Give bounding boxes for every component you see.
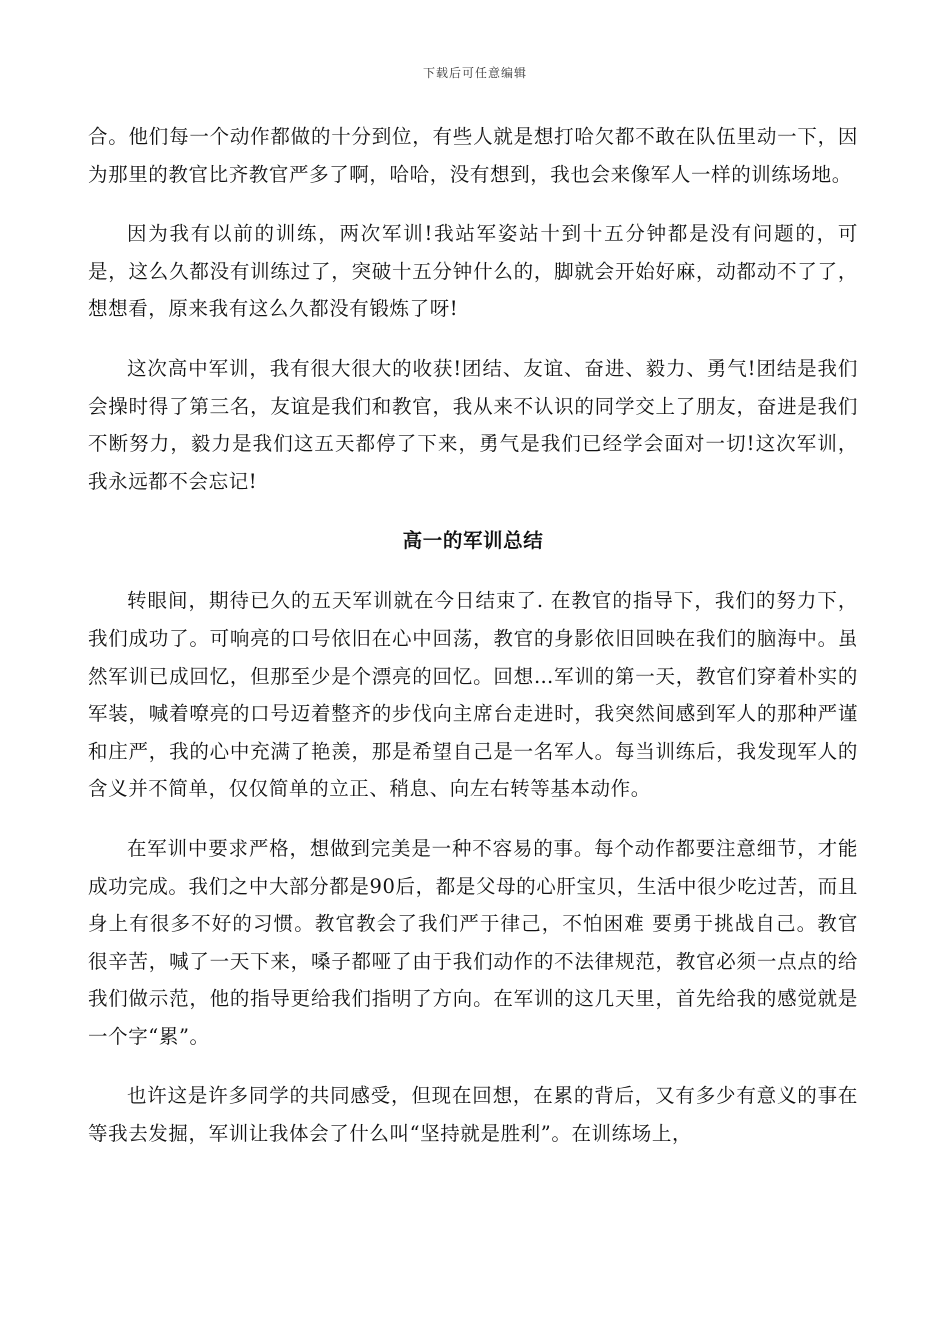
paragraph-continuation: 合。他们每一个动作都做的十分到位，有些人就是想打哈欠都不敢在队伍里动一下，因为那里的教官比齐教官严多了啊，哈哈，没有想到，我也会来像军人一样的训练场地。 — [88, 125, 858, 186]
paragraph-reflection: 也许这是许多同学的共同感受，但现在回想，在累的背后，又有多少有意义的事在等我去发掘，军训让我体会了什么叫“坚持就是胜利”。在训练场上， — [88, 1084, 858, 1146]
document-body — [88, 118, 858, 1175]
paragraph-intro: 转眼间，期待已久的五天军训就在今日结束了. 在教官的指导下，我们的努力下，我们成功了。可响亮的口号依旧在心中回荡，教官的身影依旧回映在我们的脑海中。虽然军训已成回忆，但那至少是个漂亮的回忆。回想…军训的第一天，教官们穿着朴实的军装，喊着嘹亮的口号迈着整齐的步伐向主席台走进时，我突然间感到军人的那种严谨和庄严，我的心中充满了艳羡，那是希望自己是一名军人。每当训练后，我发现军人的含义并不简单，仅仅简单的立正、稍息、向左右转等基本动作。 — [88, 589, 858, 801]
paragraph-harvest: 这次高中军训，我有很大很大的收获!团结、友谊、奋进、毅力、勇气!团结是我们会操时得了第三名，友谊是我们和教官，我从来不认识的同学交上了朋友，奋进是我们不断努力，毅力是我们这五天都停了下来，勇气是我们已经学会面对一切!这次军训，我永远都不会忘记! — [88, 356, 858, 493]
page-header: 下载后可任意编辑 — [422, 66, 527, 80]
paragraph-training-experience: 因为我有以前的训练，两次军训!我站军姿站十到十五分钟都是没有问题的，可是，这么久都没有训练过了，突破十五分钟什么的，脚就会开始好麻，动都动不了了，想想看，原来我有这么久都没有锻炼了呀! — [88, 222, 858, 321]
section-heading: 高一的军训总结 — [402, 529, 544, 553]
paragraph-strict-requirements: 在军训中要求严格，想做到完美是一种不容易的事。每个动作都要注意细节，才能成功完成。我们之中大部分都是90后，都是父母的心肝宝贝，生活中很少吃过苦，而且身上有很多不好的习惯。教官教会了我们严于律己，不怕困难 要勇于挑战自己。教官很辛苦，喊了一天下来，嗓子都哑了由于我们动作的不法律规范，教官必须一点点的给我们做示范，他的指导更给我们指明了方向。在军训的这几天里，首先给我的感觉就是一个字“累”。 — [88, 836, 858, 1048]
